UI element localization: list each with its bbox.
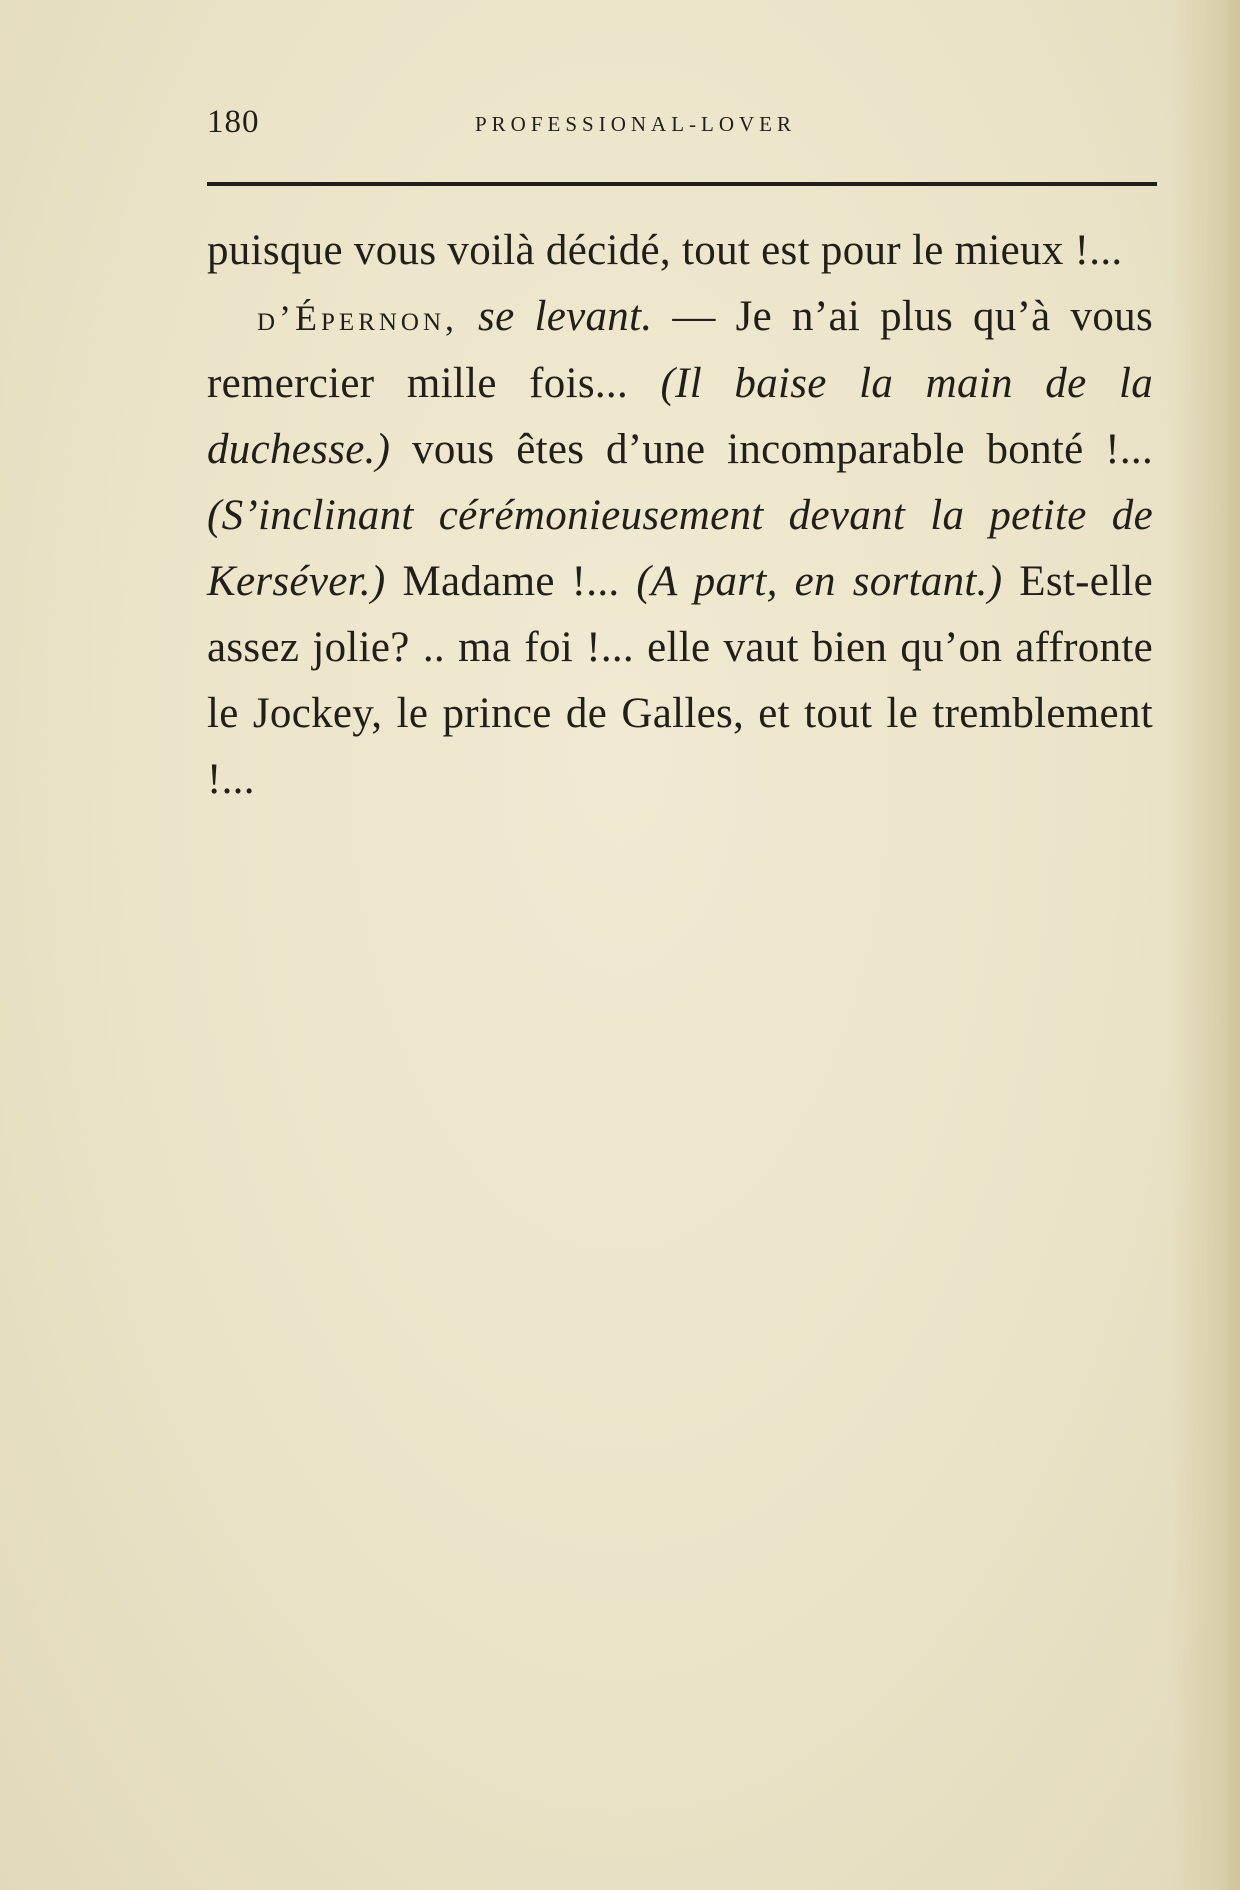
page-edge-shadow bbox=[1170, 0, 1240, 1890]
speaker-name: d’Épernon, bbox=[257, 298, 459, 338]
running-title: PROFESSIONAL-LOVER bbox=[475, 112, 797, 136]
header-rule bbox=[207, 182, 1157, 186]
dialogue-paragraph bbox=[207, 284, 1153, 813]
body-text bbox=[207, 218, 1153, 813]
dialogue-text: — Je n’ai plus qu’à vous remercier mille fois... bbox=[207, 293, 1153, 407]
dialogue-text: Est-elle assez jolie? .. ma foi !... elle vaut bien qu’on affronte le Jockey, le prince de Galles, et tout le tremblement !... bbox=[207, 558, 1154, 803]
dialogue-text: vous êtes d’une incomparable bonté !... bbox=[390, 426, 1153, 473]
stage-direction: (Il baise la main de la duchesse.) bbox=[207, 360, 1153, 473]
dialogue-text: Madame !... bbox=[385, 558, 637, 605]
stage-direction: (A part, en sortant.) bbox=[636, 558, 1003, 605]
running-head bbox=[207, 104, 1157, 154]
stage-direction: se levant. bbox=[478, 293, 653, 340]
stage-direction: (S’inclinant cérémonieusement devant la petite de Kerséver.) bbox=[207, 492, 1153, 605]
page-number: 180 bbox=[207, 104, 260, 140]
paragraph-continued: puisque vous voilà décidé, tout est pour le mieux !... bbox=[207, 227, 1123, 274]
